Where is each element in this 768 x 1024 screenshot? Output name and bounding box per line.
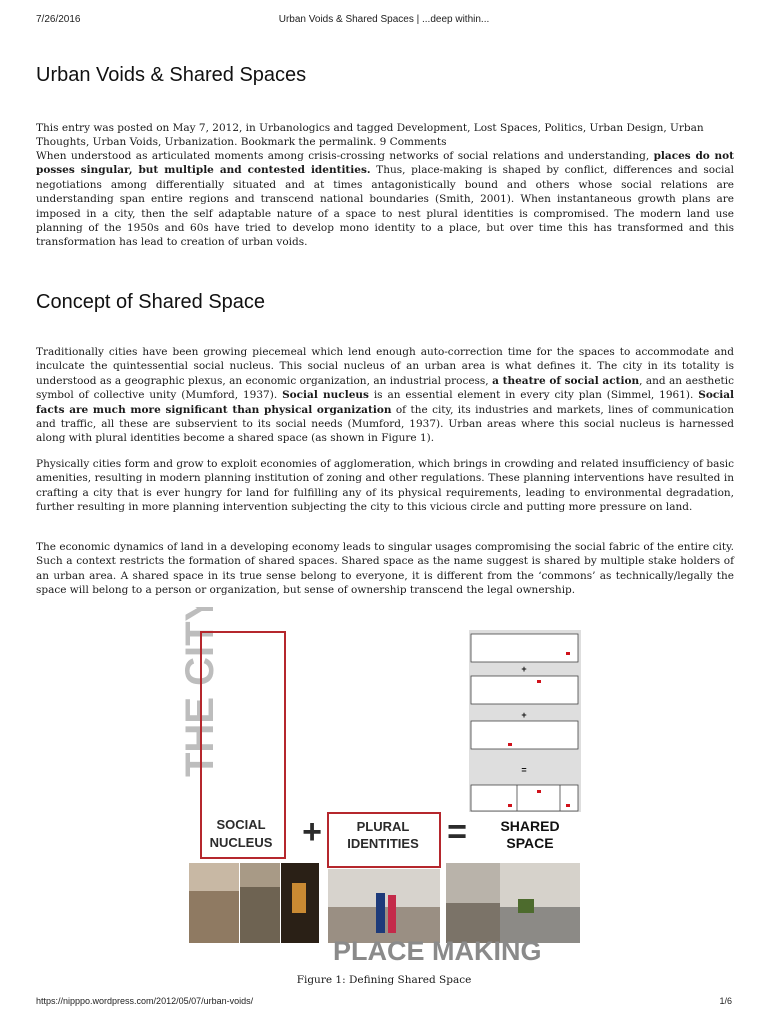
p1-text-g: of the city, its industries and markets, lines of communication and traffic, all these are subservient to its social needs (Mumford, 1937). Urban areas where this social nucleus is harnessed along with plural identities become a shared space (as shown in Figure 1). <box>36 403 734 445</box>
intro-text-c: Thus, place-making is shaped by conflict, differences and social negotiations among differentially situated and at times antagonistically bound and others whose social relations are understanding span entire regions and transcend national boundaries (Smith, 2001). When instantaneous growth plans are imposed in a city, then the self adaptable nature of a space to nest plural identities is compromised. The modern land use planning of the 1950s and 60s have tried to develop mono identity to a place, but over time this has transformed and this transformation has lead to creation of urban voids. <box>36 164 734 249</box>
meta-tags: and tagged Development, Lost Spaces, Politics, Urban Design, Urban Thoughts, Urban Voids, Urbanization. Bookmark the <box>36 122 704 149</box>
identities-label: IDENTITIES <box>347 836 419 851</box>
article-title: Urban Voids & Shared Spaces <box>36 64 307 86</box>
section-title: Concept of Shared Space <box>36 291 266 313</box>
the-city-label: THE CITY <box>178 607 222 777</box>
photo-4-figure-2 <box>388 895 396 933</box>
photo-3-light <box>292 883 306 913</box>
bar-1-dot <box>566 652 570 655</box>
plus-sign: + <box>302 813 322 851</box>
intro-text-a: When understood as articulated moments among crisis-crossing networks of social relations and understanding, <box>36 150 654 162</box>
bar-plus-2: + <box>521 710 527 720</box>
print-date: 7/26/2016 <box>36 14 81 25</box>
p1-bold-facts: Social facts are much more significant than physical organization <box>36 389 734 416</box>
plural-label: PLURAL <box>356 819 410 834</box>
print-title: Urban Voids & Shared Spaces | ...deep within... <box>278 14 490 25</box>
bar-result <box>471 785 578 811</box>
figure-caption: Figure 1: Defining Shared Space <box>296 974 472 986</box>
photo-4-figure-1 <box>376 893 385 933</box>
photo-6-plant <box>518 899 534 913</box>
p1-text-e: is an essential element in every city plan (Simmel, 1961). <box>368 389 699 402</box>
place-making-photos <box>189 863 580 943</box>
shared-label: SHARED <box>500 818 560 834</box>
bar-2-dot <box>537 680 541 683</box>
space-label: SPACE <box>506 835 554 851</box>
bar-equals: = <box>521 765 527 775</box>
nucleus-label: NUCLEUS <box>209 835 273 850</box>
bar-2 <box>471 676 578 704</box>
bar-result-dot-1 <box>508 804 512 807</box>
place-making-label: PLACE MAKING <box>333 936 542 966</box>
comments-link[interactable]: 9 Comments <box>379 136 447 149</box>
intro-paragraph <box>36 149 734 250</box>
meta-prefix: This entry was posted on May 7, 2012, in <box>36 122 260 134</box>
category-link[interactable]: Urbanologics <box>259 122 331 134</box>
bar-plus-1: + <box>521 664 527 674</box>
p1-bold-theatre: a theatre of social action <box>492 374 640 387</box>
print-header <box>36 14 732 28</box>
p1-text-a: Traditionally cities have been growing piecemeal which lend enough auto-correction time for the spaces to accommodate and inculcate the quintessential social nucleus. This social nucleus of an urban area is what defines it. The city in its totality is understood as a geographic plexus, an economic organization, an industrial process, <box>36 346 734 387</box>
p1-bold-nucleus: Social nucleus <box>282 389 369 402</box>
permalink-link[interactable]: permalink <box>318 136 373 149</box>
footer-url: https://nipppo.wordpress.com/2012/05/07/urban-voids/ <box>36 996 254 1006</box>
bar-3 <box>471 721 578 749</box>
figure-diagram <box>178 607 590 969</box>
photo-2-sky <box>240 863 280 887</box>
equals-sign: = <box>447 813 467 851</box>
intro-text-bold: places do not posses singular, but multiple and contested identities. <box>36 150 735 177</box>
paragraph-economic-dynamics: The economic dynamics of land in a developing economy leads to singular usages compromising the social fabric of the entire city. Such a context restricts the formation of shared spaces. Shared space as the name suggest is shared by multiple stake holders of an urban area. A shared space in its true sense belong to everyone, it is different from the ‘commons’ as technically/legally the space will belong to a person or organization, but sense of ownership transcend the legal ownership. <box>36 541 734 597</box>
p1-text-c: , and an aesthetic symbol of collective unity (Mumford, 1937). <box>36 374 734 402</box>
post-meta <box>36 121 734 150</box>
bar-1 <box>471 634 578 662</box>
page-number: 1/6 <box>719 996 732 1006</box>
meta-separator: . <box>372 136 380 149</box>
bar-result-dot-3 <box>566 804 570 807</box>
social-label: SOCIAL <box>216 817 266 832</box>
paragraph-agglomeration: Physically cities form and grow to exploit economies of agglomeration, which brings in crowding and related insufficiency of basic amenities, resulting in modern planning institution of zoning and other regulations. These planning interventions have resulted in crafting a city that is ever hungry for land for fulfilling any of its physical requirements, leading to environmental degradation, further resulting in more planning intervention subjecting the city to this vicious circle and putting more pressure on land. <box>36 458 734 514</box>
figure-shared-space <box>178 607 590 969</box>
photo-1-sky <box>189 863 239 891</box>
bar-result-dot-2 <box>537 790 541 793</box>
bar-3-dot <box>508 743 512 746</box>
paragraph-social-nucleus <box>36 345 734 446</box>
